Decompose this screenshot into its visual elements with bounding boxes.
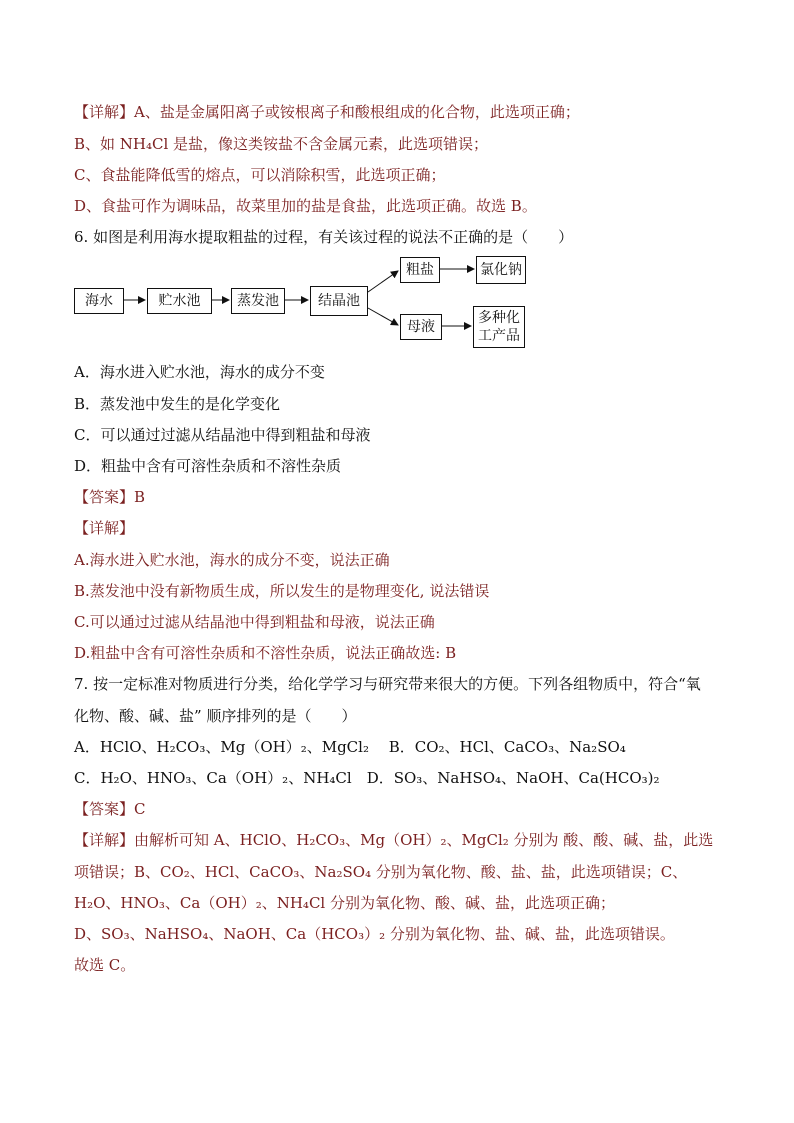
detail-6-b: B.蒸发池中没有新物质生成，所以发生的是物理变化, 说法错误 — [74, 582, 490, 600]
answer-6 — [74, 487, 145, 507]
detail-7-line-1 — [74, 830, 713, 850]
answer-7-tag: 【答案】 — [74, 800, 135, 818]
box-crystallization-pool: 结晶池 — [310, 286, 368, 316]
box-storage-pool: 贮水池 — [147, 288, 212, 314]
answer-7 — [74, 799, 146, 819]
question-6-option-c: C．可以通过过滤从结晶池中得到粗盐和母液 — [74, 426, 371, 444]
detail-7-line-3: H₂O、HNO₃、Ca（OH）₂、NH₄Cl 分别为氧化物、酸、碱、盐，此选项正确； — [74, 894, 615, 912]
question-7-options-cd: C．H₂O、HNO₃、Ca（OH）₂、NH₄Cl D．SO₃、NaHSO₄、NaOH、Ca(HCO₃)₂ — [74, 769, 660, 787]
answer-6-value: B — [134, 488, 146, 506]
box-crude-salt: 粗盐 — [400, 257, 440, 283]
explanation-line-c: C、食盐能降低雪的熔点，可以消除积雪，此选项正确； — [74, 166, 446, 184]
box-sodium-chloride: 氯化钠 — [476, 256, 526, 284]
seawater-flowchart — [74, 254, 544, 354]
detail-7-line-5: 故选 C。 — [74, 956, 136, 974]
detail-6-a: A.海水进入贮水池，海水的成分不变，说法正确 — [74, 551, 390, 569]
box-seawater: 海水 — [74, 288, 124, 314]
explanation-line-a: 【详解】A、盐是金属阳离子或铵根离子和酸根组成的化合物，此选项正确； — [74, 103, 580, 121]
detail-6-c: C.可以通过过滤从结晶池中得到粗盐和母液，说法正确 — [74, 613, 435, 631]
question-6-option-b: B．蒸发池中发生的是化学变化 — [74, 395, 281, 413]
detail-7-text-1: 由解析可知 A、HClO、H₂CO₃、Mg（OH）₂、MgCl₂ 分别为 酸、酸、碱、盐，此选 — [134, 831, 714, 849]
question-6-option-d: D．粗盐中含有可溶性杂质和不溶性杂质 — [74, 457, 342, 475]
question-7-stem-line-1: 7. 按一定标准对物质进行分类，给化学学习与研究带来很大的方便。下列各组物质中，符合“氧 — [74, 675, 701, 693]
box-evaporation-pool: 蒸发池 — [231, 288, 285, 314]
question-6-option-a: A．海水进入贮水池，海水的成分不变 — [74, 363, 325, 381]
detail-6-d: D.粗盐中含有可溶性杂质和不溶性杂质，说法正确故选: B — [74, 644, 457, 662]
detail-7-line-2: 项错误；B、CO₂、HCl、CaCO₃、Na₂SO₄ 分别为氧化物、酸、盐、盐，此选项错误；C、 — [74, 863, 688, 881]
explanation-line-d: D、食盐可作为调味品，故菜里加的盐是食盐，此选项正确。故选 B。 — [74, 197, 537, 215]
answer-6-tag: 【答案】 — [74, 488, 135, 506]
detail-7-line-4: D、SO₃、NaHSO₄、NaOH、Ca（HCO₃）₂ 分别为氧化物、盐、碱、盐，此选项错误。 — [74, 925, 675, 943]
box-mother-liquor: 母液 — [400, 314, 442, 340]
answer-7-value: C — [134, 800, 146, 818]
detail-7-tag: 【详解】 — [74, 831, 135, 849]
question-7-options-ab: A．HClO、H₂CO₃、Mg（OH）₂、MgCl₂ B．CO₂、HCl、CaCO₃、Na₂SO₄ — [74, 738, 626, 756]
question-6-stem: 6. 如图是利用海水提取粗盐的过程，有关该过程的说法不正确的是（ ） — [74, 228, 574, 246]
detail-6-tag: 【详解】 — [74, 519, 135, 537]
explanation-line-b: B、如 NH₄Cl 是盐，像这类铵盐不含金属元素，此选项错误； — [74, 135, 489, 153]
box-chemical-products: 多种化工产品 — [473, 306, 525, 348]
question-7-stem-line-2: 化物、酸、碱、盐” 顺序排列的是（ ） — [74, 707, 357, 725]
